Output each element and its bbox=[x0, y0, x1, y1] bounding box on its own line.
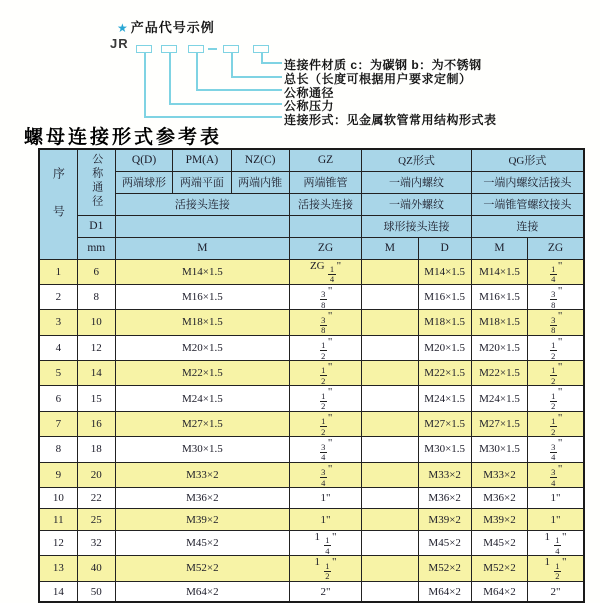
header-qz-ends-in: 一端内螺纹 bbox=[362, 171, 472, 193]
connector-line-h bbox=[144, 116, 282, 118]
blank-cell bbox=[289, 215, 361, 237]
cell-gz-zg: $\frac{3}{8}$ " bbox=[289, 284, 361, 309]
cell-dn: 6 bbox=[77, 259, 115, 284]
cell-m-thread: M45×2 bbox=[115, 530, 289, 555]
cell-qg-zg: 1" bbox=[528, 509, 584, 530]
cell-qz-d: M33×2 bbox=[418, 462, 471, 487]
code-box-1 bbox=[136, 45, 152, 53]
cell-seq: 5 bbox=[39, 361, 77, 386]
cell-qz-m bbox=[362, 284, 418, 309]
table-row bbox=[39, 437, 584, 462]
cell-qz-m bbox=[362, 259, 418, 284]
header-col-nz: NZ(C) bbox=[231, 149, 289, 171]
cell-seq: 7 bbox=[39, 411, 77, 436]
cell-qg-zg: 1 $\frac{1}{2}$ " bbox=[528, 556, 584, 581]
cell-m-thread: M27×1.5 bbox=[115, 411, 289, 436]
code-prefix: JR bbox=[110, 36, 129, 51]
cell-qz-d: M20×1.5 bbox=[418, 335, 471, 360]
cell-dn: 14 bbox=[77, 361, 115, 386]
fraction: $\frac{1}{2}$ bbox=[555, 560, 560, 582]
cell-gz-zg: $\frac{1}{2}$ " bbox=[289, 361, 361, 386]
cell-qz-d: M22×1.5 bbox=[418, 361, 471, 386]
header-qg-ends-out: 一端锥管螺纹接头 bbox=[471, 193, 584, 215]
header-seq: 序号 bbox=[39, 149, 77, 259]
connector-line-v bbox=[231, 53, 233, 77]
cell-qg-m: M33×2 bbox=[471, 462, 527, 487]
cell-qz-d: M45×2 bbox=[418, 530, 471, 555]
cell-qz-m bbox=[362, 310, 418, 335]
fraction: $\frac{1}{2}$ bbox=[321, 340, 326, 361]
cell-qz-m bbox=[362, 361, 418, 386]
cell-gz-zg: $\frac{3}{8}$ " bbox=[289, 310, 361, 335]
table-row bbox=[39, 530, 584, 555]
cell-dn: 20 bbox=[77, 462, 115, 487]
cell-gz-zg: 2" bbox=[289, 581, 361, 602]
header-d1: D1 bbox=[77, 215, 115, 237]
fraction: $\frac{1}{2}$ bbox=[321, 365, 326, 386]
cell-m-thread: M30×1.5 bbox=[115, 437, 289, 462]
cell-m-thread: M14×1.5 bbox=[115, 259, 289, 284]
cell-qg-zg: $\frac{3}{8}$ " bbox=[528, 284, 584, 309]
header-col-gz: GZ bbox=[289, 149, 361, 171]
fraction: $\frac{3}{4}$ bbox=[321, 441, 326, 463]
code-box-5 bbox=[253, 45, 269, 53]
cell-qz-d: M52×2 bbox=[418, 556, 471, 581]
header-qz-ends-out: 一端外螺纹 bbox=[362, 193, 472, 215]
code-box-4 bbox=[223, 45, 239, 53]
fraction: $\frac{1}{2}$ bbox=[321, 416, 326, 437]
fraction: $\frac{3}{8}$ bbox=[321, 314, 326, 336]
cell-dn: 50 bbox=[77, 581, 115, 602]
code-box-3 bbox=[188, 45, 204, 53]
cell-qg-m: M36×2 bbox=[471, 488, 527, 509]
fraction: $\frac{3}{8}$ bbox=[551, 314, 556, 336]
table-row bbox=[39, 411, 584, 436]
table-row bbox=[39, 259, 584, 284]
cell-qz-m bbox=[362, 411, 418, 436]
cell-gz-zg: $\frac{1}{2}$ " bbox=[289, 386, 361, 411]
cell-qz-m bbox=[362, 386, 418, 411]
fraction: $\frac{1}{2}$ bbox=[551, 340, 556, 361]
header-unit-m: M bbox=[115, 237, 289, 259]
code-label-nominal-pressure: 公称压力 bbox=[284, 99, 335, 113]
cell-gz-zg: 1 $\frac{1}{4}$ " bbox=[289, 530, 361, 555]
diagram-heading bbox=[117, 17, 215, 36]
header-qz-connection: 球形接头连接 bbox=[362, 215, 472, 237]
code-box-2 bbox=[161, 45, 177, 53]
table-row bbox=[39, 284, 584, 309]
header-qg-ends-in: 一端内螺纹活接头 bbox=[471, 171, 584, 193]
cell-gz-zg: ZG $\frac{1}{4}$ " bbox=[289, 259, 361, 284]
cell-seq: 4 bbox=[39, 335, 77, 360]
cell-qg-m: M52×2 bbox=[471, 556, 527, 581]
cell-qg-m: M14×1.5 bbox=[471, 259, 527, 284]
cell-qg-zg: 1 $\frac{1}{4}$ " bbox=[528, 530, 584, 555]
header-q-ends: 两端球形 bbox=[115, 171, 172, 193]
table-row bbox=[39, 488, 584, 509]
cell-qg-zg: 1" bbox=[528, 488, 584, 509]
header-unit-qz-m: M bbox=[362, 237, 418, 259]
cell-gz-zg: $\frac{1}{2}$ " bbox=[289, 335, 361, 360]
cell-m-thread: M64×2 bbox=[115, 581, 289, 602]
fraction: $\frac{1}{2}$ bbox=[551, 416, 556, 437]
connector-line-h bbox=[169, 103, 282, 105]
cell-qg-zg: 2" bbox=[528, 581, 584, 602]
cell-dn: 15 bbox=[77, 386, 115, 411]
header-unit-zg-gz: ZG bbox=[289, 237, 361, 259]
cell-gz-zg: $\frac{3}{4}$ " bbox=[289, 462, 361, 487]
table-row bbox=[39, 581, 584, 602]
cell-qg-m: M16×1.5 bbox=[471, 284, 527, 309]
fraction: $\frac{3}{8}$ bbox=[321, 289, 326, 310]
header-unit-qz-d: D bbox=[418, 237, 471, 259]
cell-gz-zg: $\frac{1}{2}$ " bbox=[289, 411, 361, 436]
header-unit-qg-m: M bbox=[471, 237, 527, 259]
cell-qz-d: M24×1.5 bbox=[418, 386, 471, 411]
cell-qg-zg: $\frac{1}{2}$ " bbox=[528, 361, 584, 386]
cell-seq: 14 bbox=[39, 581, 77, 602]
fraction: $\frac{3}{4}$ bbox=[551, 467, 556, 488]
header-col-qz: QZ形式 bbox=[362, 149, 472, 171]
cell-qz-d: M36×2 bbox=[418, 488, 471, 509]
cell-m-thread: M39×2 bbox=[115, 509, 289, 530]
connector-line-v bbox=[169, 53, 171, 104]
cell-dn: 22 bbox=[77, 488, 115, 509]
cell-qz-m bbox=[362, 581, 418, 602]
fraction: $\frac{3}{4}$ bbox=[551, 441, 556, 463]
header-gz-ends: 两端锥管 bbox=[289, 171, 361, 193]
table-row bbox=[39, 386, 584, 411]
cell-qg-m: M22×1.5 bbox=[471, 361, 527, 386]
cell-qg-m: M18×1.5 bbox=[471, 310, 527, 335]
diagram-heading-text: 产品代号示例 bbox=[130, 20, 215, 35]
cell-dn: 18 bbox=[77, 437, 115, 462]
cell-qz-m bbox=[362, 488, 418, 509]
cell-qg-zg: $\frac{1}{2}$ " bbox=[528, 335, 584, 360]
cell-m-thread: M20×1.5 bbox=[115, 335, 289, 360]
cell-qg-m: M27×1.5 bbox=[471, 411, 527, 436]
fraction: $\frac{1}{4}$ bbox=[555, 535, 560, 556]
code-label-material: 连接件材质 c：为碳钢 b：为不锈钢 bbox=[284, 58, 482, 72]
blank-cell bbox=[115, 215, 289, 237]
connector-line-h bbox=[196, 89, 282, 91]
cell-qg-m: M24×1.5 bbox=[471, 386, 527, 411]
code-label-nominal-diameter: 公称通径 bbox=[284, 86, 335, 100]
cell-seq: 11 bbox=[39, 509, 77, 530]
fraction: $\frac{1}{4}$ bbox=[325, 535, 330, 556]
table-row bbox=[39, 509, 584, 530]
cell-m-thread: M52×2 bbox=[115, 556, 289, 581]
cell-dn: 8 bbox=[77, 284, 115, 309]
connector-line-v bbox=[196, 53, 198, 90]
cell-qz-d: M27×1.5 bbox=[418, 411, 471, 436]
fraction: $\frac{3}{8}$ bbox=[551, 289, 556, 310]
cell-seq: 9 bbox=[39, 462, 77, 487]
table-body bbox=[39, 259, 584, 602]
fraction: $\frac{1}{2}$ bbox=[551, 390, 556, 412]
cell-qz-d: M39×2 bbox=[418, 509, 471, 530]
cell-m-thread: M18×1.5 bbox=[115, 310, 289, 335]
connector-line-h bbox=[261, 62, 282, 64]
cell-seq: 3 bbox=[39, 310, 77, 335]
cell-m-thread: M36×2 bbox=[115, 488, 289, 509]
table-header bbox=[39, 149, 584, 259]
header-unit-qg-zg: ZG bbox=[528, 237, 584, 259]
header-joint-connection: 活接头连接 bbox=[115, 193, 289, 215]
cell-dn: 10 bbox=[77, 310, 115, 335]
cell-qg-m: M20×1.5 bbox=[471, 335, 527, 360]
fraction: $\frac{1}{2}$ bbox=[325, 560, 330, 582]
cell-seq: 6 bbox=[39, 386, 77, 411]
cell-m-thread: M16×1.5 bbox=[115, 284, 289, 309]
cell-seq: 10 bbox=[39, 488, 77, 509]
cell-seq: 13 bbox=[39, 556, 77, 581]
cell-qz-m bbox=[362, 530, 418, 555]
table-title: 螺母连接形式参考表 bbox=[24, 127, 223, 148]
cell-gz-zg: 1" bbox=[289, 509, 361, 530]
cell-qg-m: M39×2 bbox=[471, 509, 527, 530]
header-dn: 公称通径 bbox=[77, 149, 115, 215]
cell-qz-d: M18×1.5 bbox=[418, 310, 471, 335]
header-qg-connection: 连接 bbox=[471, 215, 584, 237]
cell-seq: 12 bbox=[39, 530, 77, 555]
cell-gz-zg: $\frac{3}{4}$ " bbox=[289, 437, 361, 462]
cell-dn: 12 bbox=[77, 335, 115, 360]
cell-qz-d: M14×1.5 bbox=[418, 259, 471, 284]
nut-connection-reference-table bbox=[38, 148, 585, 603]
table-row bbox=[39, 361, 584, 386]
header-col-q: Q(D) bbox=[115, 149, 172, 171]
fraction: $\frac{3}{4}$ bbox=[321, 467, 326, 488]
cell-seq: 2 bbox=[39, 284, 77, 309]
fraction: $\frac{1}{4}$ bbox=[329, 263, 335, 285]
table-row bbox=[39, 335, 584, 360]
cell-qz-m bbox=[362, 509, 418, 530]
header-nz-ends: 两端内锥 bbox=[231, 171, 289, 193]
table-row bbox=[39, 462, 584, 487]
cell-dn: 40 bbox=[77, 556, 115, 581]
code-label-total-length: 总长（长度可根据用户要求定制） bbox=[284, 72, 472, 86]
cell-m-thread: M33×2 bbox=[115, 462, 289, 487]
cell-gz-zg: 1" bbox=[289, 488, 361, 509]
cell-dn: 16 bbox=[77, 411, 115, 436]
cell-qz-m bbox=[362, 462, 418, 487]
cell-qg-zg: $\frac{3}{4}$ " bbox=[528, 437, 584, 462]
cell-qg-m: M64×2 bbox=[471, 581, 527, 602]
cell-qz-d: M64×2 bbox=[418, 581, 471, 602]
cell-qz-d: M16×1.5 bbox=[418, 284, 471, 309]
connector-line-v bbox=[144, 53, 146, 117]
cell-dn: 32 bbox=[77, 530, 115, 555]
fraction: $\frac{1}{4}$ bbox=[551, 263, 556, 285]
cell-seq: 8 bbox=[39, 437, 77, 462]
dash-separator bbox=[208, 48, 217, 50]
cell-m-thread: M22×1.5 bbox=[115, 361, 289, 386]
fraction: $\frac{1}{2}$ bbox=[551, 365, 556, 386]
cell-qz-m bbox=[362, 556, 418, 581]
header-col-qg: QG形式 bbox=[471, 149, 584, 171]
cell-qg-zg: $\frac{3}{4}$ " bbox=[528, 462, 584, 487]
cell-m-thread: M24×1.5 bbox=[115, 386, 289, 411]
cell-qz-m bbox=[362, 335, 418, 360]
cell-qg-zg: $\frac{3}{8}$ " bbox=[528, 310, 584, 335]
cell-qg-zg: $\frac{1}{2}$ " bbox=[528, 411, 584, 436]
table-row bbox=[39, 310, 584, 335]
cell-qz-m bbox=[362, 437, 418, 462]
cell-qz-d: M30×1.5 bbox=[418, 437, 471, 462]
cell-qg-m: M45×2 bbox=[471, 530, 527, 555]
header-pm-ends: 两端平面 bbox=[173, 171, 231, 193]
fraction: $\frac{1}{2}$ bbox=[321, 390, 326, 412]
cell-qg-zg: $\frac{1}{2}$ " bbox=[528, 386, 584, 411]
connector-line-h bbox=[231, 76, 282, 78]
cell-qg-zg: $\frac{1}{4}$ " bbox=[528, 259, 584, 284]
header-gz-joint-connection: 活接头连接 bbox=[289, 193, 361, 215]
cell-qg-m: M30×1.5 bbox=[471, 437, 527, 462]
header-col-pm: PM(A) bbox=[173, 149, 231, 171]
header-mm: mm bbox=[77, 237, 115, 259]
table-row bbox=[39, 556, 584, 581]
cell-dn: 25 bbox=[77, 509, 115, 530]
star-icon: ★ bbox=[117, 21, 129, 35]
cell-seq: 1 bbox=[39, 259, 77, 284]
code-label-connection-type: 连接形式：见金属软管常用结构形式表 bbox=[284, 113, 497, 127]
cell-gz-zg: 1 $\frac{1}{2}$ " bbox=[289, 556, 361, 581]
